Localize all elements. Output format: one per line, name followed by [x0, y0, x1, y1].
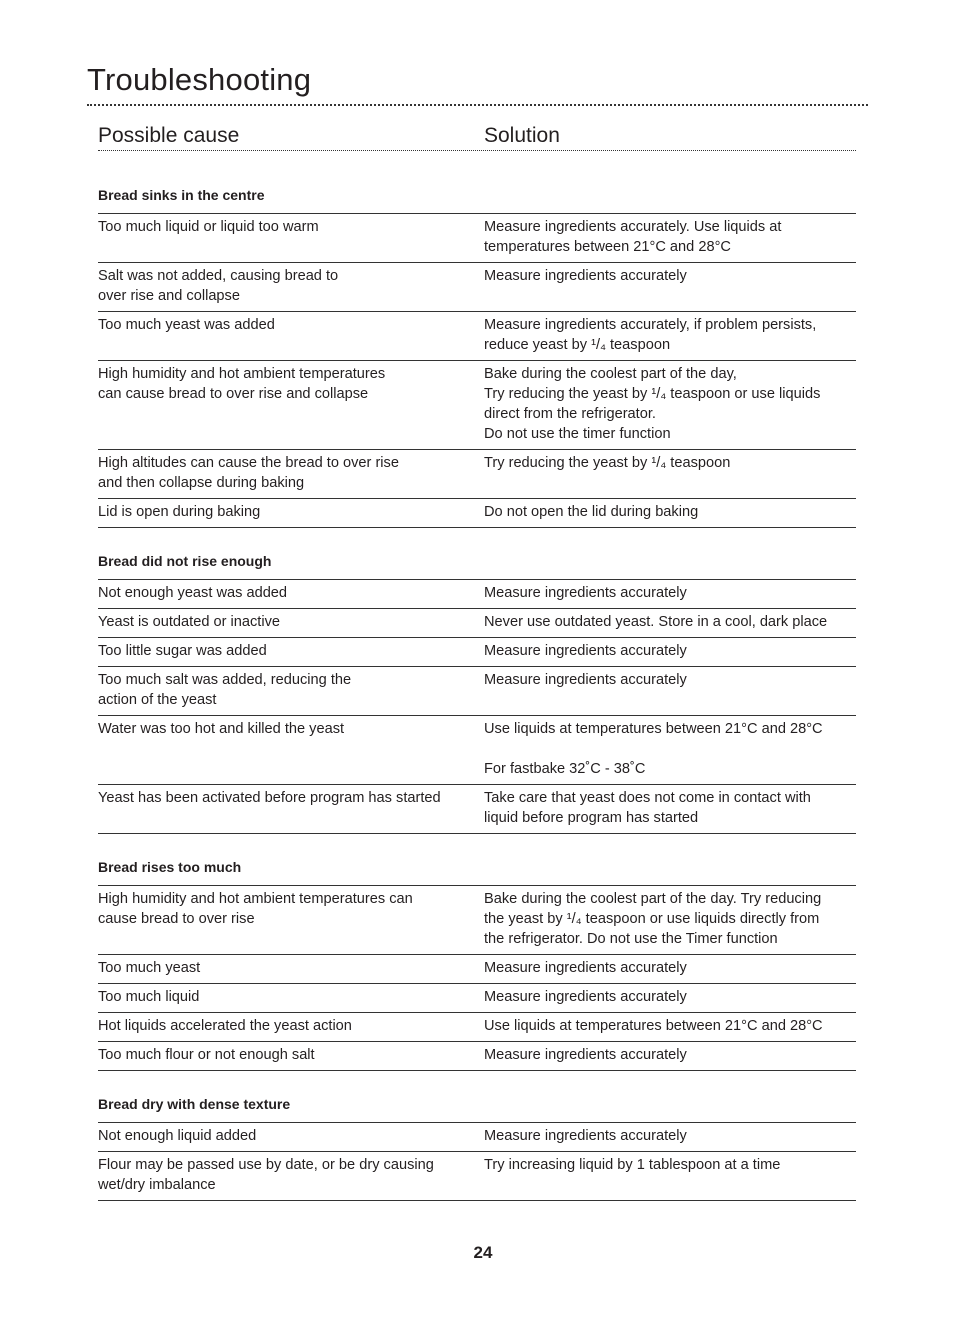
table-row	[98, 312, 856, 361]
cause-cell: Too much salt was added, reducing the action of the yeast	[98, 672, 352, 708]
cause-cell: Not enough yeast was added	[98, 585, 288, 601]
page-number: 24	[473, 1243, 493, 1262]
solution-cell: Bake during the coolest part of the day. Try reducing the yeast by ¹/₄ teaspoon or use liquids directly from the refrigerator. Do not use the Timer function	[484, 891, 822, 947]
cause-cell: Too much liquid	[98, 989, 200, 1005]
cause-cell: Water was too hot and killed the yeast	[98, 721, 345, 737]
table-row	[98, 1013, 856, 1042]
table-row	[98, 667, 856, 716]
solution-cell: Measure ingredients accurately	[484, 585, 687, 601]
troubleshooting-section	[98, 857, 856, 1071]
troubleshooting-section	[98, 185, 856, 528]
cause-cell: Too little sugar was added	[98, 643, 267, 659]
solution-cell: Use liquids at temperatures between 21°C and 28°C	[484, 1018, 823, 1034]
solution-cell: Measure ingredients accurately. Use liquids at temperatures between 21°C and 28°C	[484, 219, 782, 255]
solution-cell: Use liquids at temperatures between 21°C and 28°C For fastbake 32˚C - 38˚C	[484, 721, 823, 777]
table-row	[98, 609, 856, 638]
solution-cell: Never use outdated yeast. Store in a cool, dark place	[484, 614, 828, 630]
cause-cell: Flour may be passed use by date, or be dry causing wet/dry imbalance	[98, 1157, 434, 1193]
header-divider	[98, 150, 856, 151]
cause-cell: Not enough liquid added	[98, 1128, 257, 1144]
solution-cell: Measure ingredients accurately	[484, 1128, 687, 1144]
table-row	[98, 499, 856, 528]
section-title: Bread did not rise enough	[98, 551, 856, 580]
troubleshooting-section	[98, 551, 856, 834]
solution-cell: Measure ingredients accurately	[484, 672, 687, 688]
troubleshooting-table	[98, 163, 856, 1201]
table-row	[98, 1042, 856, 1071]
table-row	[98, 886, 856, 955]
table-row	[98, 361, 856, 450]
solution-cell: Measure ingredients accurately	[484, 268, 687, 284]
column-header-solution: Solution	[484, 124, 560, 147]
cause-cell: Too much liquid or liquid too warm	[98, 219, 319, 235]
troubleshooting-section	[98, 1094, 856, 1201]
cause-cell: High humidity and hot ambient temperatures can cause bread to over rise and collapse	[98, 366, 386, 402]
solution-cell: Try increasing liquid by 1 tablespoon at a time	[484, 1157, 781, 1173]
solution-cell: Measure ingredients accurately, if problem persists, reduce yeast by ¹/₄ teaspoon	[484, 317, 817, 353]
cause-cell: Too much yeast was added	[98, 317, 275, 333]
solution-cell: Take care that yeast does not come in contact with liquid before program has started	[484, 790, 811, 826]
table-row	[98, 955, 856, 984]
column-header-cause: Possible cause	[98, 124, 240, 147]
table-row	[98, 785, 856, 834]
solution-cell: Bake during the coolest part of the day, Try reducing the yeast by ¹/₄ teaspoon or use liquids direct from the refrigerator. Do not use the timer function	[484, 366, 821, 442]
table-row	[98, 450, 856, 499]
cause-cell: Too much flour or not enough salt	[98, 1047, 315, 1063]
cause-cell: High altitudes can cause the bread to over rise and then collapse during baking	[98, 455, 399, 491]
cause-cell: Too much yeast	[98, 960, 201, 976]
cause-cell: Salt was not added, causing bread to over rise and collapse	[98, 268, 339, 304]
table-row	[98, 263, 856, 312]
page-title: Troubleshooting	[87, 62, 312, 97]
solution-cell: Try reducing the yeast by ¹/₄ teaspoon	[484, 455, 731, 471]
cause-cell: High humidity and hot ambient temperatures can cause bread to over rise	[98, 891, 413, 927]
solution-cell: Measure ingredients accurately	[484, 989, 687, 1005]
cause-cell: Hot liquids accelerated the yeast action	[98, 1018, 352, 1034]
solution-cell: Do not open the lid during baking	[484, 504, 699, 520]
table-row	[98, 1152, 856, 1201]
table-row	[98, 214, 856, 263]
section-title: Bread rises too much	[98, 857, 856, 886]
section-title: Bread sinks in the centre	[98, 185, 856, 214]
table-row	[98, 716, 856, 785]
solution-cell: Measure ingredients accurately	[484, 643, 687, 659]
cause-cell: Yeast has been activated before program has started	[98, 790, 441, 806]
solution-cell: Measure ingredients accurately	[484, 960, 687, 976]
section-title: Bread dry with dense texture	[98, 1094, 856, 1123]
table-row	[98, 1123, 856, 1152]
table-row	[98, 984, 856, 1013]
table-row	[98, 638, 856, 667]
title-divider	[87, 104, 868, 106]
solution-cell: Measure ingredients accurately	[484, 1047, 687, 1063]
cause-cell: Yeast is outdated or inactive	[98, 614, 281, 630]
table-row	[98, 580, 856, 609]
cause-cell: Lid is open during baking	[98, 504, 261, 520]
